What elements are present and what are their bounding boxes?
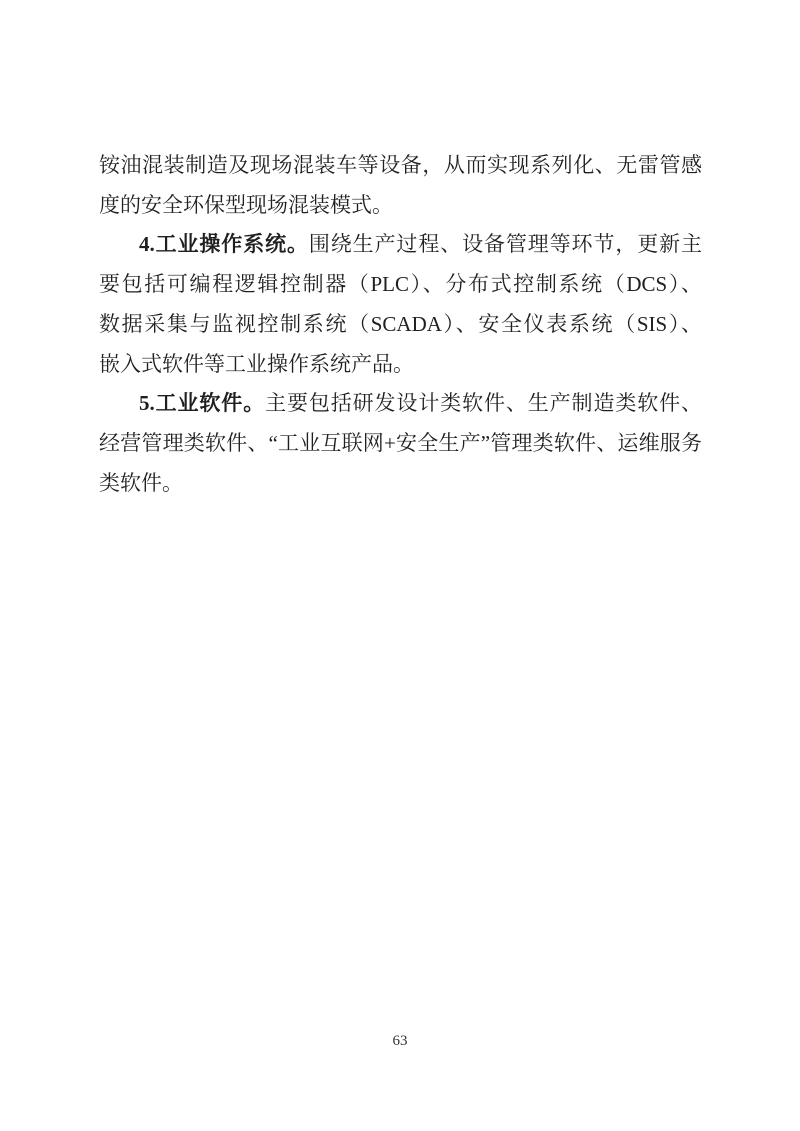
page-number: 63: [392, 1033, 408, 1049]
body-text: [99, 146, 702, 503]
paragraph-text: 主要包括研发设计类软件、生产制造类软件、: [265, 391, 703, 416]
paragraph-text: 围绕生产过程、设备管理等环节，更新主: [308, 232, 703, 257]
paragraph: [99, 384, 702, 503]
text-line: 要包括可编程逻辑控制器（PLC）、分布式控制系统（DCS）、: [99, 272, 702, 297]
paragraph-lead: 4.工业操作系统。: [139, 232, 309, 257]
text-line: 度的安全环保型现场混装模式。: [99, 192, 393, 217]
text-line: 数据采集与监视控制系统（SCADA）、安全仪表系统（SIS）、: [99, 311, 702, 336]
text-line: [99, 384, 702, 424]
paragraph: [99, 146, 702, 225]
text-line: [99, 225, 702, 265]
text-line: 类软件。: [99, 470, 183, 495]
paragraph-lead: 5.工业软件。: [139, 391, 266, 416]
text-line: 铵油混装制造及现场混装车等设备，从而实现系列化、无雷管感: [99, 153, 702, 177]
text-line: 嵌入式软件等工业操作系统产品。: [99, 351, 414, 376]
text-line: 经营管理类软件、“工业互联网+安全生产”管理类软件、运维服务: [99, 430, 702, 455]
paragraph: [99, 225, 702, 384]
